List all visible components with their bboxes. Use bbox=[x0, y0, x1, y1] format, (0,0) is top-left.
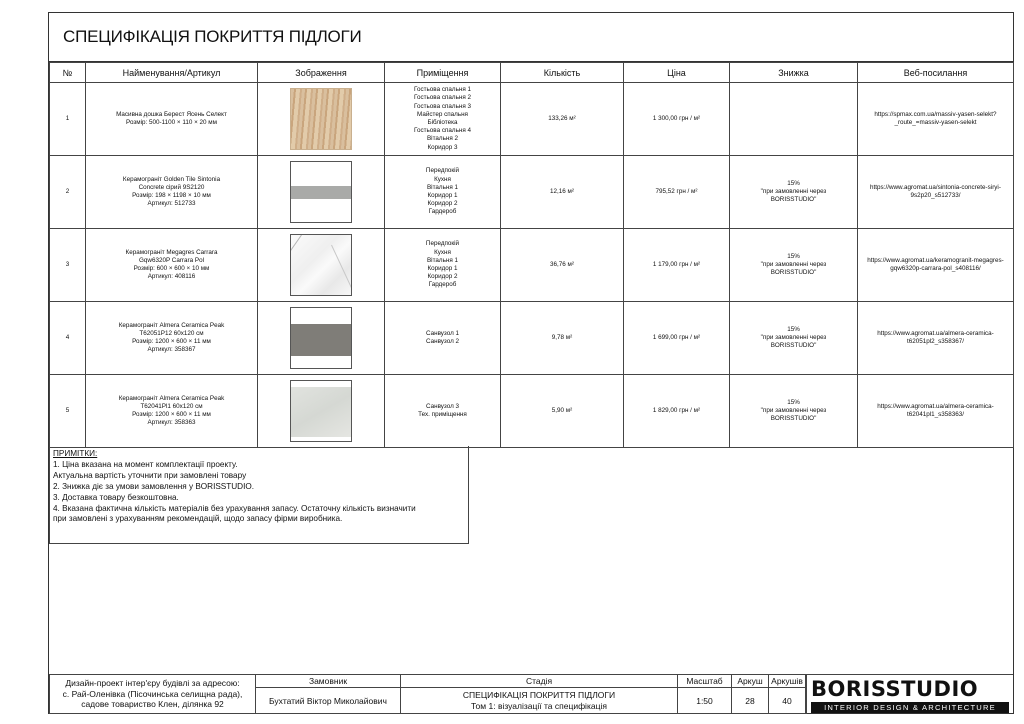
header-link: Веб-посилання bbox=[858, 63, 1014, 83]
discount: 15% "при замовленні через BORISSTUDIO" bbox=[730, 229, 858, 302]
table-row bbox=[50, 375, 1014, 448]
project-address: Дизайн-проект інтер'єру будівлі за адресою: с. Рай-Оленівка (Пісочинська селищна рада), садове товариство Клен, ділянка 92 bbox=[50, 675, 256, 714]
quantity: 5,90 м² bbox=[501, 375, 624, 448]
header-rooms: Приміщення bbox=[385, 63, 501, 83]
page-title: СПЕЦИФІКАЦІЯ ПОКРИТТЯ ПІДЛОГИ bbox=[63, 27, 362, 46]
note-line: 4. Вказана фактична кількість матеріалів без урахування запасу. Остаточну кількість визначити bbox=[53, 503, 416, 513]
sheet-label: Аркуш bbox=[732, 675, 769, 688]
stage-label: Стадія bbox=[401, 675, 678, 688]
image-cell bbox=[258, 302, 385, 375]
note-line: 2. Знижка діє за умови замовлення у BORISSTUDIO. bbox=[53, 481, 255, 491]
product-link[interactable]: https://www.agromat.ua/almera-ceramica-t62051pl2_s358367/ bbox=[858, 302, 1014, 375]
header-number: № bbox=[50, 63, 86, 83]
table-row bbox=[50, 302, 1014, 375]
marble-tile-image bbox=[290, 234, 352, 296]
notes-block bbox=[49, 446, 469, 544]
product-link[interactable]: https://www.agromat.ua/keramogranit-megagres-gqw6320p-carrara-pol_s408116/ bbox=[858, 229, 1014, 302]
table-row bbox=[50, 156, 1014, 229]
note-line: 3. Доставка товару безкоштовна. bbox=[53, 492, 179, 502]
dark-stone-tile-image bbox=[290, 307, 352, 369]
specification-table bbox=[49, 62, 1014, 448]
row-number: 2 bbox=[50, 156, 86, 229]
product-link[interactable]: https://www.agromat.ua/almera-ceramica-t62041pl1_s358363/ bbox=[858, 375, 1014, 448]
logo-tagline: INTERIOR DESIGN & ARCHITECTURE bbox=[811, 702, 1009, 713]
table-row bbox=[50, 83, 1014, 156]
price: 1 829,00 грн / м² bbox=[624, 375, 730, 448]
price: 795,52 грн / м² bbox=[624, 156, 730, 229]
table-header-row bbox=[50, 63, 1014, 83]
header-quantity: Кількість bbox=[501, 63, 624, 83]
sheets-value: 40 bbox=[769, 688, 806, 714]
product-name: Керамограніт Golden Tile Sintonia Concrete сірий 9S2120 Розмір: 198 × 1198 × 10 мм Артикул: 512733 bbox=[86, 156, 258, 229]
notes-heading: ПРИМІТКИ: bbox=[53, 449, 98, 458]
rooms: Гостьова спальня 1 Гостьова спальня 2 Гостьова спальня 3 Майстер спальня Бібліотека Гостьова спальня 4 Вітальня 2 Коридор 3 bbox=[385, 83, 501, 156]
client-label: Замовник bbox=[256, 675, 401, 688]
rooms: Передпокій Кухня Вітальня 1 Коридор 1 Коридор 2 Гардероб bbox=[385, 229, 501, 302]
image-cell bbox=[258, 83, 385, 156]
image-cell bbox=[258, 156, 385, 229]
quantity: 133,26 м² bbox=[501, 83, 624, 156]
scale-value: 1:50 bbox=[678, 688, 732, 714]
logo-wordmark: BORISSTUDIO bbox=[811, 677, 979, 701]
concrete-tile-image bbox=[290, 161, 352, 223]
note-line: Актуальна вартість уточнити при замовлені товару bbox=[53, 470, 247, 480]
drawing-sheet bbox=[48, 12, 1014, 714]
sheets-label: Аркушів bbox=[769, 675, 806, 688]
product-name: Керамограніт Almera Ceramica Peak T62051P12 60x120 см Розмір: 1200 × 600 × 11 мм Артикул: 358367 bbox=[86, 302, 258, 375]
header-image: Зображення bbox=[258, 63, 385, 83]
product-link[interactable]: https://www.agromat.ua/sintonia-concrete-siryi-9s2p20_s512733/ bbox=[858, 156, 1014, 229]
row-number: 5 bbox=[50, 375, 86, 448]
light-stone-tile-image bbox=[290, 380, 352, 442]
discount: 15% "при замовленні через BORISSTUDIO" bbox=[730, 375, 858, 448]
price: 1 179,00 грн / м² bbox=[624, 229, 730, 302]
header-name: Найменування/Артикул bbox=[86, 63, 258, 83]
product-name: Керамограніт Almera Ceramica Peak T62041Pl1 60x120 см Розмір: 1200 × 600 × 11 мм Артикул: 358363 bbox=[86, 375, 258, 448]
product-name: Керамограніт Megagres Carrara Gqw6320P Carrara Pol Розмір: 600 × 600 × 10 мм Артикул: 408116 bbox=[86, 229, 258, 302]
sheet-value: 28 bbox=[732, 688, 769, 714]
table-row bbox=[50, 229, 1014, 302]
rooms: Санвузол 3 Тех. приміщення bbox=[385, 375, 501, 448]
header-discount: Знижка bbox=[730, 63, 858, 83]
rooms: Передпокій Кухня Вітальня 1 Коридор 1 Коридор 2 Гардероб bbox=[385, 156, 501, 229]
discount: 15% "при замовленні через BORISSTUDIO" bbox=[730, 302, 858, 375]
note-line: при замовлені з урахуванням рекомендацій, щодо запасу фірми виробника. bbox=[53, 514, 343, 524]
product-name: Масивна дошка Берест Ясень Селект Розмір: 500-1100 × 110 × 20 мм bbox=[86, 83, 258, 156]
title-stamp bbox=[49, 674, 806, 714]
discount: 15% "при замовленні через BORISSTUDIO" bbox=[730, 156, 858, 229]
rooms: Санвузол 1 Санвузол 2 bbox=[385, 302, 501, 375]
scale-label: Масштаб bbox=[678, 675, 732, 688]
row-number: 1 bbox=[50, 83, 86, 156]
quantity: 12,16 м² bbox=[501, 156, 624, 229]
title-block bbox=[49, 13, 1013, 62]
header-price: Ціна bbox=[624, 63, 730, 83]
row-number: 4 bbox=[50, 302, 86, 375]
quantity: 9,78 м² bbox=[501, 302, 624, 375]
product-link[interactable]: https://spmax.com.ua/massiv-yasen-selekt?_route_=massiv-yasen-selekt bbox=[858, 83, 1014, 156]
price: 1 699,00 грн / м² bbox=[624, 302, 730, 375]
wood-texture-image bbox=[290, 88, 352, 150]
borisstudio-logo bbox=[806, 674, 1013, 714]
stage-value: СПЕЦИФІКАЦІЯ ПОКРИТТЯ ПІДЛОГИ Том 1: візуалізації та специфікація bbox=[401, 688, 678, 714]
discount bbox=[730, 83, 858, 156]
image-cell bbox=[258, 375, 385, 448]
note-line: 1. Ціна вказана на момент комплектації проекту. bbox=[53, 459, 238, 469]
client-value: Бухтатий Віктор Миколайович bbox=[256, 688, 401, 714]
row-number: 3 bbox=[50, 229, 86, 302]
image-cell bbox=[258, 229, 385, 302]
price: 1 300,00 грн / м² bbox=[624, 83, 730, 156]
quantity: 36,76 м² bbox=[501, 229, 624, 302]
